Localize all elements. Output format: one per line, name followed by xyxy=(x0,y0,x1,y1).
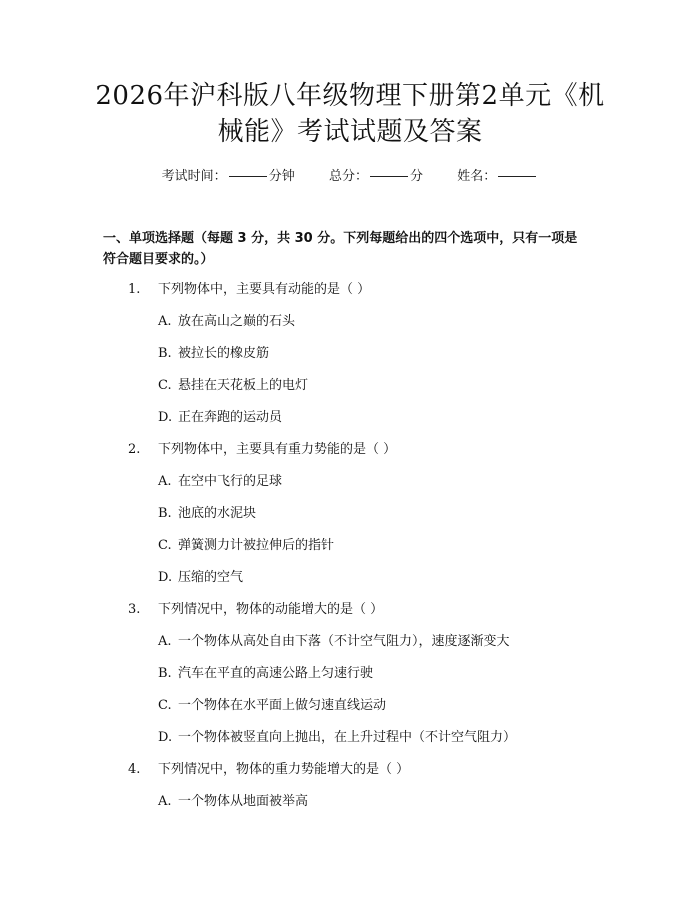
question-text: 下列物体中，主要具有重力势能的是（ ） xyxy=(158,442,397,457)
question-4 xyxy=(128,761,409,779)
option-text: 放在高山之巅的石头 xyxy=(178,314,296,329)
option-letter: D. xyxy=(158,730,173,745)
option-text: 一个物体被竖直向上抛出，在上升过程中（不计空气阻力） xyxy=(178,730,517,745)
option-text: 悬挂在天花板上的电灯 xyxy=(178,378,309,393)
question-2-option-a xyxy=(158,473,282,491)
question-1-option-b xyxy=(158,345,269,363)
section-heading-line-1: 一、单项选择题（每题 3 分，共 30 分。下列每题给出的四个选项中，只有一项是 xyxy=(103,231,578,246)
score-blank xyxy=(370,176,408,177)
question-number: 1. xyxy=(128,282,141,297)
option-text: 压缩的空气 xyxy=(178,570,244,585)
question-3-option-b xyxy=(158,665,373,683)
title-line-2: 械能》考试试题及答案 xyxy=(217,117,483,147)
option-text: 正在奔跑的运动员 xyxy=(178,410,283,425)
time-blank xyxy=(229,176,267,177)
question-2-option-b xyxy=(158,505,256,523)
option-letter: B. xyxy=(158,666,172,681)
question-1 xyxy=(128,281,370,299)
option-letter: C. xyxy=(158,698,172,713)
question-text: 下列情况中，物体的动能增大的是（ ） xyxy=(158,602,384,617)
option-letter: A. xyxy=(158,634,172,649)
option-text: 一个物体从地面被举高 xyxy=(178,794,309,809)
option-letter: A. xyxy=(158,474,172,489)
question-1-option-a xyxy=(158,313,295,331)
question-2 xyxy=(128,441,396,459)
name-label: 姓名： xyxy=(457,169,497,184)
question-2-option-d xyxy=(158,569,243,587)
question-number: 4. xyxy=(128,762,141,777)
option-text: 被拉长的橡皮筋 xyxy=(178,346,270,361)
name-blank xyxy=(498,176,536,177)
question-3-option-a xyxy=(158,633,510,651)
question-text: 下列物体中，主要具有动能的是（ ） xyxy=(158,282,371,297)
question-3 xyxy=(128,601,383,619)
section-heading-line-2: 符合题目要求的。） xyxy=(103,252,214,267)
option-letter: C. xyxy=(158,378,172,393)
option-text: 在空中飞行的足球 xyxy=(178,474,283,489)
option-letter: D. xyxy=(158,570,173,585)
question-1-option-c xyxy=(158,377,308,395)
option-text: 一个物体从高处自由下落（不计空气阻力），速度逐渐变大 xyxy=(178,634,510,649)
option-text: 弹簧测力计被拉伸后的指针 xyxy=(178,538,335,553)
question-3-option-d xyxy=(158,729,516,747)
question-number: 3. xyxy=(128,602,141,617)
score-label: 总分： xyxy=(328,169,368,184)
question-4-option-a xyxy=(158,793,308,811)
option-letter: B. xyxy=(158,346,172,361)
score-unit: 分 xyxy=(410,169,424,184)
question-text: 下列情况中，物体的重力势能增大的是（ ） xyxy=(158,762,410,777)
section-heading xyxy=(103,228,603,270)
option-text: 一个物体在水平面上做匀速直线运动 xyxy=(178,698,387,713)
option-text: 汽车在平直的高速公路上匀速行驶 xyxy=(178,666,374,681)
option-letter: A. xyxy=(158,794,172,809)
option-letter: B. xyxy=(158,506,172,521)
option-letter: A. xyxy=(158,314,172,329)
option-letter: C. xyxy=(158,538,172,553)
exam-info xyxy=(0,168,700,186)
question-2-option-c xyxy=(158,537,334,555)
question-3-option-c xyxy=(158,697,386,715)
time-label: 考试时间： xyxy=(161,169,227,184)
page-title xyxy=(70,78,630,150)
question-number: 2. xyxy=(128,442,141,457)
option-letter: D. xyxy=(158,410,173,425)
option-text: 池底的水泥块 xyxy=(178,506,257,521)
title-line-1: 2026年沪科版八年级物理下册第2单元《机 xyxy=(95,81,605,111)
time-unit: 分钟 xyxy=(268,169,295,184)
question-1-option-d xyxy=(158,409,282,427)
